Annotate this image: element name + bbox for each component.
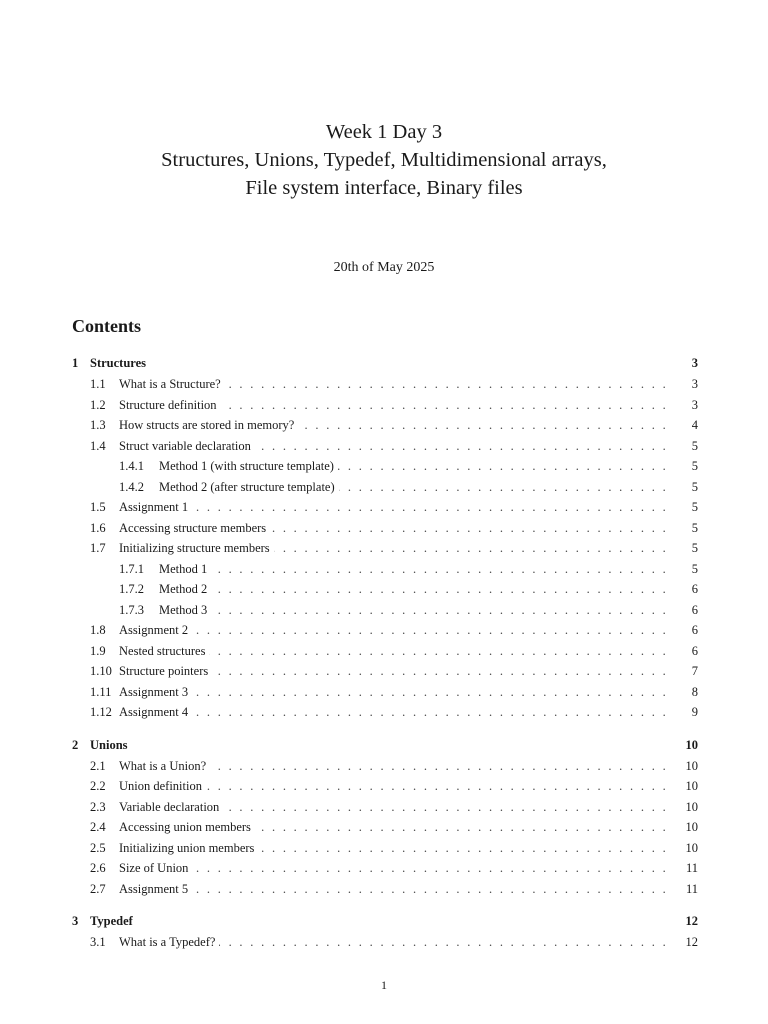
toc-entry-number: 2.3 bbox=[90, 799, 106, 814]
toc-entry-title: What is a Typedef? bbox=[119, 935, 216, 949]
toc-subsection[interactable] bbox=[72, 395, 698, 416]
toc-entry-title: How structs are stored in memory? bbox=[119, 418, 295, 432]
toc-subsection[interactable] bbox=[72, 858, 698, 879]
toc-entry-number: 2.6 bbox=[90, 861, 106, 875]
toc-entry-page: 11 bbox=[685, 881, 698, 896]
toc-entry-title: Method 2 (after structure template) bbox=[159, 479, 335, 494]
toc-entry-page: 5 bbox=[691, 479, 698, 494]
toc-entry-page: 12 bbox=[685, 935, 698, 949]
toc-dot-leader bbox=[221, 395, 668, 416]
toc-entry-title: Variable declaration bbox=[119, 799, 220, 814]
toc-entry-number: 1.8 bbox=[90, 623, 106, 637]
toc-subsubsection[interactable] bbox=[72, 456, 698, 477]
toc-subsection[interactable] bbox=[72, 436, 698, 457]
toc-entry-number: 1.10 bbox=[90, 664, 112, 678]
toc-dot-leader bbox=[212, 661, 668, 682]
toc-dot-leader bbox=[192, 879, 668, 900]
toc-entry-number: 1.7.1 bbox=[119, 561, 144, 576]
toc-entry-title: Method 3 bbox=[159, 602, 208, 617]
page-number: 1 bbox=[381, 978, 387, 992]
toc-entry-page: 3 bbox=[691, 377, 698, 391]
toc-entry-page: 10 bbox=[685, 779, 698, 793]
toc-entry-number: 1.1 bbox=[90, 377, 106, 391]
toc-subsubsection[interactable] bbox=[72, 579, 698, 600]
toc-subsection[interactable] bbox=[72, 817, 698, 838]
toc-entry-title: Initializing union members bbox=[119, 840, 255, 855]
title-line-1: Week 1 Day 3 bbox=[325, 121, 443, 143]
contents-heading: Contents bbox=[72, 316, 142, 336]
title-line-2: Structures, Unions, Typedef, Multidimensional arrays, bbox=[161, 149, 607, 171]
toc-dot-leader bbox=[338, 456, 668, 477]
toc-entry-title: Unions bbox=[90, 737, 128, 752]
toc-subsubsection[interactable] bbox=[72, 477, 698, 498]
toc-dot-leader bbox=[211, 559, 668, 580]
toc-entry-title: Assignment 5 bbox=[119, 881, 189, 896]
toc-dot-leader bbox=[225, 374, 668, 395]
document-title bbox=[0, 118, 768, 202]
toc-subsection[interactable] bbox=[72, 641, 698, 662]
toc-entry-number: 1.2 bbox=[90, 397, 106, 412]
toc-entry-number: 1.7.2 bbox=[119, 582, 144, 596]
toc-dot-leader bbox=[192, 858, 668, 879]
toc-entry-page: 6 bbox=[691, 602, 698, 617]
toc-entry-title: Accessing union members bbox=[119, 820, 251, 834]
toc-entry-number: 2 bbox=[72, 737, 79, 752]
toc-entry-page: 10 bbox=[685, 758, 698, 773]
toc-subsubsection[interactable] bbox=[72, 559, 698, 580]
toc-subsection[interactable] bbox=[72, 797, 698, 818]
toc-entry-title: Assignment 1 bbox=[119, 500, 189, 514]
toc-entry-number: 2.1 bbox=[90, 758, 106, 773]
toc-entry-title: Union definition bbox=[119, 779, 202, 793]
toc-dot-leader bbox=[211, 579, 668, 600]
toc-entry-page: 10 bbox=[685, 737, 698, 752]
toc-dot-leader bbox=[223, 797, 668, 818]
toc-entry-number: 1 bbox=[72, 356, 79, 370]
toc-entry-number: 1.4.2 bbox=[119, 479, 144, 494]
toc-subsubsection[interactable] bbox=[72, 600, 698, 621]
toc-entry-number: 1.3 bbox=[90, 418, 106, 432]
toc-entry-title: Structure pointers bbox=[119, 664, 209, 678]
toc-entry-page: 5 bbox=[691, 541, 698, 555]
toc-dot-leader bbox=[192, 702, 668, 723]
toc-dot-leader bbox=[192, 682, 668, 703]
toc-entry-number: 1.11 bbox=[90, 684, 112, 699]
toc-entry-page: 4 bbox=[691, 418, 698, 432]
toc-subsection[interactable] bbox=[72, 415, 698, 436]
toc-dot-leader bbox=[206, 776, 668, 797]
toc-entry-page: 3 bbox=[691, 397, 698, 412]
toc-dot-leader bbox=[274, 538, 668, 559]
toc-dot-leader bbox=[210, 756, 668, 777]
toc-entry-number: 1.7.3 bbox=[119, 602, 144, 617]
toc-entry-page: 6 bbox=[691, 582, 698, 596]
toc-entry-title: Method 1 (with structure template) bbox=[159, 459, 334, 473]
toc-entry-number: 1.7 bbox=[90, 541, 106, 555]
toc-dot-leader bbox=[192, 497, 668, 518]
toc-dot-leader bbox=[255, 436, 668, 457]
toc-entry-page: 7 bbox=[691, 664, 698, 678]
toc-entry-page: 11 bbox=[685, 861, 698, 875]
toc-entry-title: Typedef bbox=[90, 914, 133, 928]
toc-entry-number: 2.2 bbox=[90, 779, 106, 793]
toc-subsection[interactable] bbox=[72, 620, 698, 641]
toc-entry-number: 2.5 bbox=[90, 840, 106, 855]
toc-entry-title: Method 1 bbox=[159, 561, 208, 576]
toc-dot-leader bbox=[255, 817, 668, 838]
toc-subsection[interactable] bbox=[72, 879, 698, 900]
toc-entry-number: 1.12 bbox=[90, 705, 112, 719]
toc-entry-page: 5 bbox=[691, 561, 698, 576]
toc-entry-page: 5 bbox=[691, 438, 698, 453]
toc-entry-title: What is a Structure? bbox=[119, 377, 221, 391]
toc-subsection[interactable] bbox=[72, 374, 698, 395]
toc-entry-title: Accessing structure members bbox=[119, 520, 267, 535]
table-of-contents bbox=[72, 353, 698, 953]
toc-subsection[interactable] bbox=[72, 518, 698, 539]
toc-subsection[interactable] bbox=[72, 932, 698, 953]
toc-subsection[interactable] bbox=[72, 702, 698, 723]
toc-subsection[interactable] bbox=[72, 756, 698, 777]
toc-entry-number: 1.4.1 bbox=[119, 459, 144, 473]
toc-entry-title: Size of Union bbox=[119, 861, 189, 875]
toc-subsection[interactable] bbox=[72, 838, 698, 859]
toc-entry-page: 5 bbox=[691, 500, 698, 514]
toc-entry-title: Assignment 3 bbox=[119, 684, 189, 699]
toc-dot-leader bbox=[270, 518, 668, 539]
toc-section[interactable] bbox=[72, 911, 698, 932]
toc-entry-page: 3 bbox=[691, 356, 698, 370]
toc-dot-leader bbox=[339, 477, 668, 498]
toc-entry-number: 2.7 bbox=[90, 881, 106, 896]
toc-dot-leader bbox=[298, 415, 668, 436]
toc-entry-title: Method 2 bbox=[159, 582, 208, 596]
toc-entry-title: Assignment 2 bbox=[119, 623, 189, 637]
toc-subsection[interactable] bbox=[72, 538, 698, 559]
toc-entry-page: 12 bbox=[685, 914, 698, 928]
toc-entry-page: 5 bbox=[691, 520, 698, 535]
toc-entry-title: Structure definition bbox=[119, 397, 217, 412]
toc-section[interactable] bbox=[72, 735, 698, 756]
toc-entry-number: 1.4 bbox=[90, 438, 106, 453]
toc-entry-title: Nested structures bbox=[119, 643, 206, 658]
toc-dot-leader bbox=[258, 838, 668, 859]
toc-entry-title: What is a Union? bbox=[119, 758, 207, 773]
toc-subsection[interactable] bbox=[72, 682, 698, 703]
toc-entry-page: 10 bbox=[685, 820, 698, 834]
toc-subsection[interactable] bbox=[72, 776, 698, 797]
toc-entry-number: 1.6 bbox=[90, 520, 106, 535]
toc-entry-number: 1.9 bbox=[90, 643, 106, 658]
toc-subsection[interactable] bbox=[72, 497, 698, 518]
toc-entry-page: 10 bbox=[685, 840, 698, 855]
toc-entry-page: 6 bbox=[691, 643, 698, 658]
document-date: 20th of May 2025 bbox=[333, 260, 435, 275]
toc-entry-page: 8 bbox=[691, 684, 698, 699]
toc-entry-number: 3 bbox=[72, 914, 79, 928]
toc-dot-leader bbox=[211, 600, 668, 621]
toc-dot-leader bbox=[219, 932, 668, 953]
toc-entry-page: 10 bbox=[685, 799, 698, 814]
toc-dot-leader bbox=[192, 620, 668, 641]
toc-dot-leader bbox=[209, 641, 668, 662]
title-line-3: File system interface, Binary files bbox=[245, 177, 523, 199]
toc-entry-title: Assignment 4 bbox=[119, 705, 189, 719]
toc-entry-title: Struct variable declaration bbox=[119, 438, 251, 453]
toc-entry-title: Initializing structure members bbox=[119, 541, 270, 555]
toc-section[interactable] bbox=[72, 353, 698, 374]
toc-entry-page: 9 bbox=[691, 705, 698, 719]
toc-subsection[interactable] bbox=[72, 661, 698, 682]
toc-entry-title: Structures bbox=[90, 356, 147, 370]
toc-entry-number: 1.5 bbox=[90, 500, 106, 514]
toc-entry-page: 6 bbox=[691, 623, 698, 637]
toc-entry-page: 5 bbox=[691, 459, 698, 473]
toc-entry-number: 3.1 bbox=[90, 935, 106, 949]
toc-entry-number: 2.4 bbox=[90, 820, 106, 834]
